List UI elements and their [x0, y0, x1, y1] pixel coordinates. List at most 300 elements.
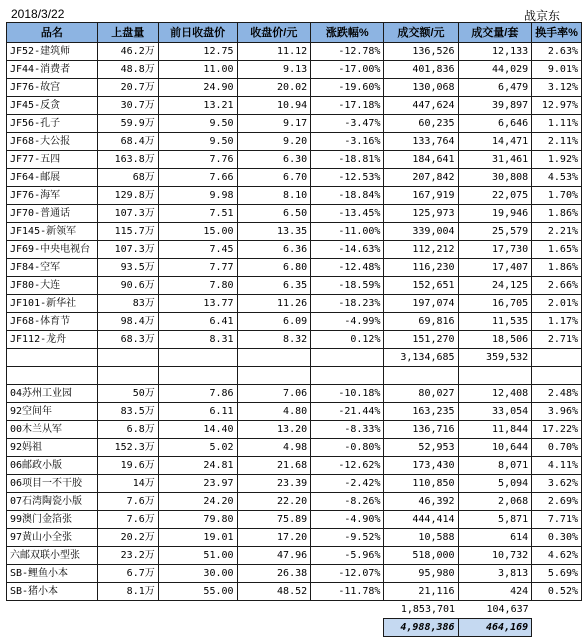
quantity-cell: 30,808 — [458, 169, 532, 187]
name-cell: JF45-反贪 — [7, 97, 98, 115]
table-row — [7, 529, 582, 547]
name-cell: JF80-大连 — [7, 277, 98, 295]
close-cell: 21.68 — [237, 457, 311, 475]
volume-cell: 14万 — [97, 475, 158, 493]
change-cell: -18.81% — [311, 151, 384, 169]
change-cell: -21.44% — [311, 403, 384, 421]
quantity-cell: 3,813 — [458, 565, 532, 583]
amount-cell: 116,230 — [384, 259, 458, 277]
quantity-cell: 31,461 — [458, 151, 532, 169]
change-cell: -8.26% — [311, 493, 384, 511]
name-cell: JF84-空军 — [7, 259, 98, 277]
table-row — [7, 421, 582, 439]
volume-cell: 107.3万 — [97, 241, 158, 259]
column-header: 上盘量 — [97, 23, 158, 43]
quantity-cell: 17,407 — [458, 259, 532, 277]
prev-close-cell: 7.77 — [158, 259, 237, 277]
table-row — [7, 547, 582, 565]
volume-cell: 129.8万 — [97, 187, 158, 205]
close-cell: 7.06 — [237, 385, 311, 403]
quantity-cell: 16,705 — [458, 295, 532, 313]
prev-close-cell: 7.86 — [158, 385, 237, 403]
name-cell: JF101-新华社 — [7, 295, 98, 313]
empty-cell — [158, 601, 237, 619]
name-cell: 99澳门金箔张 — [7, 511, 98, 529]
volume-cell: 6.7万 — [97, 565, 158, 583]
amount-cell: 518,000 — [384, 547, 458, 565]
quantity-cell: 5,871 — [458, 511, 532, 529]
quantity-cell: 22,075 — [458, 187, 532, 205]
table-row — [7, 187, 582, 205]
name-cell: SB-鲤鱼小本 — [7, 565, 98, 583]
amount-cell: 163,235 — [384, 403, 458, 421]
name-cell: JF76-故宫 — [7, 79, 98, 97]
subtotal-quantity: 104,637 — [486, 603, 529, 615]
turnover-cell: 2.01% — [532, 295, 582, 313]
volume-cell: 7.6万 — [97, 493, 158, 511]
change-cell: -4.90% — [311, 511, 384, 529]
quantity-cell: 11,535 — [458, 313, 532, 331]
turnover-cell: 5.69% — [532, 565, 582, 583]
close-cell: 17.20 — [237, 529, 311, 547]
empty-cell — [311, 619, 384, 637]
turnover-cell: 3.12% — [532, 79, 582, 97]
grand-total-quantity: 464,169 — [458, 619, 532, 637]
column-header: 成交额/元 — [384, 23, 458, 43]
change-cell: -11.00% — [311, 223, 384, 241]
table-row — [7, 115, 582, 133]
volume-cell: 152.3万 — [97, 439, 158, 457]
close-cell: 6.35 — [237, 277, 311, 295]
empty-cell — [97, 601, 158, 619]
empty-cell — [7, 349, 98, 367]
empty-cell — [532, 367, 582, 385]
empty-cell — [311, 367, 384, 385]
prev-close-cell: 7.76 — [158, 151, 237, 169]
volume-cell: 8.1万 — [97, 583, 158, 601]
table-row — [7, 331, 582, 349]
volume-cell: 98.4万 — [97, 313, 158, 331]
volume-cell: 83万 — [97, 295, 158, 313]
close-cell: 9.13 — [237, 61, 311, 79]
quantity-cell: 17,730 — [458, 241, 532, 259]
empty-cell — [532, 349, 582, 367]
prev-close-cell: 55.00 — [158, 583, 237, 601]
volume-cell: 46.2万 — [97, 43, 158, 61]
table-row — [7, 475, 582, 493]
empty-cell — [7, 619, 98, 637]
quantity-cell: 24,125 — [458, 277, 532, 295]
close-cell: 11.26 — [237, 295, 311, 313]
amount-cell: 197,074 — [384, 295, 458, 313]
volume-cell: 115.7万 — [97, 223, 158, 241]
sheet-date: 2018/3/22 — [11, 7, 65, 21]
change-cell: -2.42% — [311, 475, 384, 493]
volume-cell: 107.3万 — [97, 205, 158, 223]
prev-close-cell: 6.11 — [158, 403, 237, 421]
volume-cell: 19.6万 — [97, 457, 158, 475]
close-cell: 11.12 — [237, 43, 311, 61]
name-cell: 04苏州工业园 — [7, 385, 98, 403]
table-row — [7, 277, 582, 295]
change-cell: -17.00% — [311, 61, 384, 79]
amount-cell: 447,624 — [384, 97, 458, 115]
turnover-cell: 1.11% — [532, 115, 582, 133]
column-header: 成交量/套 — [458, 23, 532, 43]
volume-cell: 93.5万 — [97, 259, 158, 277]
amount-cell: 60,235 — [384, 115, 458, 133]
prev-close-cell: 13.21 — [158, 97, 237, 115]
prev-close-cell: 9.98 — [158, 187, 237, 205]
column-header: 换手率% — [532, 23, 582, 43]
empty-cell — [458, 367, 532, 385]
close-cell: 8.10 — [237, 187, 311, 205]
table-row — [7, 223, 582, 241]
turnover-cell: 1.17% — [532, 313, 582, 331]
empty-cell — [311, 349, 384, 367]
quantity-cell: 19,946 — [458, 205, 532, 223]
amount-cell: 136,526 — [384, 43, 458, 61]
change-cell: -19.60% — [311, 79, 384, 97]
turnover-cell: 2.63% — [532, 43, 582, 61]
table-row — [7, 439, 582, 457]
volume-cell: 6.8万 — [97, 421, 158, 439]
quantity-cell: 39,897 — [458, 97, 532, 115]
quantity-cell: 12,133 — [458, 43, 532, 61]
amount-cell: 52,953 — [384, 439, 458, 457]
empty-cell — [384, 367, 458, 385]
quantity-cell: 10,644 — [458, 439, 532, 457]
prev-close-cell: 7.51 — [158, 205, 237, 223]
close-cell: 6.09 — [237, 313, 311, 331]
amount-cell: 401,836 — [384, 61, 458, 79]
turnover-cell: 2.69% — [532, 493, 582, 511]
amount-cell: 133,764 — [384, 133, 458, 151]
turnover-cell: 2.11% — [532, 133, 582, 151]
prev-close-cell: 12.75 — [158, 43, 237, 61]
quantity-cell: 11,844 — [458, 421, 532, 439]
quantity-cell: 614 — [458, 529, 532, 547]
close-cell: 48.52 — [237, 583, 311, 601]
volume-cell: 20.7万 — [97, 79, 158, 97]
change-cell: -12.78% — [311, 43, 384, 61]
close-cell: 6.30 — [237, 151, 311, 169]
spacer-row — [7, 367, 582, 385]
change-cell: -5.96% — [311, 547, 384, 565]
prev-close-cell: 9.50 — [158, 115, 237, 133]
empty-cell — [7, 367, 98, 385]
turnover-cell: 4.62% — [532, 547, 582, 565]
name-cell: JF69-中央电视台 — [7, 241, 98, 259]
amount-cell: 339,004 — [384, 223, 458, 241]
turnover-cell: 12.97% — [532, 97, 582, 115]
change-cell: -18.59% — [311, 277, 384, 295]
amount-cell: 21,116 — [384, 583, 458, 601]
turnover-cell: 4.53% — [532, 169, 582, 187]
name-cell: JF64-邮展 — [7, 169, 98, 187]
prev-close-cell: 7.66 — [158, 169, 237, 187]
volume-cell: 68.4万 — [97, 133, 158, 151]
prev-close-cell: 7.45 — [158, 241, 237, 259]
volume-cell: 59.9万 — [97, 115, 158, 133]
empty-cell — [158, 349, 237, 367]
quantity-cell: 25,579 — [458, 223, 532, 241]
change-cell: -18.23% — [311, 295, 384, 313]
close-cell: 75.89 — [237, 511, 311, 529]
table-row — [7, 133, 582, 151]
empty-cell — [532, 601, 582, 619]
quantity-cell: 10,732 — [458, 547, 532, 565]
quantity-cell: 5,094 — [458, 475, 532, 493]
table-row — [7, 97, 582, 115]
change-cell: -0.80% — [311, 439, 384, 457]
empty-cell — [311, 601, 384, 619]
change-cell: -3.16% — [311, 133, 384, 151]
volume-cell: 90.6万 — [97, 277, 158, 295]
quantity-cell: 18,506 — [458, 331, 532, 349]
prev-close-cell: 24.90 — [158, 79, 237, 97]
close-cell: 47.96 — [237, 547, 311, 565]
volume-cell: 30.7万 — [97, 97, 158, 115]
close-cell: 26.38 — [237, 565, 311, 583]
amount-cell: 112,212 — [384, 241, 458, 259]
sheet-author: 战京东 — [524, 9, 561, 23]
close-cell: 10.94 — [237, 97, 311, 115]
amount-cell: 151,270 — [384, 331, 458, 349]
amount-cell: 46,392 — [384, 493, 458, 511]
change-cell: -11.78% — [311, 583, 384, 601]
name-cell: JF76-海军 — [7, 187, 98, 205]
name-cell: JF44-消费者 — [7, 61, 98, 79]
prev-close-cell: 19.01 — [158, 529, 237, 547]
volume-cell: 23.2万 — [97, 547, 158, 565]
name-cell: JF68-大公报 — [7, 133, 98, 151]
table-row — [7, 79, 582, 97]
volume-cell: 83.5万 — [97, 403, 158, 421]
quantity-cell: 12,408 — [458, 385, 532, 403]
turnover-cell: 1.70% — [532, 187, 582, 205]
amount-cell: 207,842 — [384, 169, 458, 187]
close-cell: 6.80 — [237, 259, 311, 277]
empty-cell — [158, 619, 237, 637]
prev-close-cell: 15.00 — [158, 223, 237, 241]
empty-cell — [7, 601, 98, 619]
header-row — [7, 23, 582, 43]
amount-cell: 184,641 — [384, 151, 458, 169]
turnover-cell: 1.86% — [532, 259, 582, 277]
name-cell: 92妈祖 — [7, 439, 98, 457]
close-cell: 6.50 — [237, 205, 311, 223]
prev-close-cell: 7.80 — [158, 277, 237, 295]
table-row — [7, 169, 582, 187]
empty-cell — [97, 349, 158, 367]
amount-cell: 95,980 — [384, 565, 458, 583]
amount-cell: 173,430 — [384, 457, 458, 475]
amount-cell: 110,850 — [384, 475, 458, 493]
turnover-cell: 17.22% — [532, 421, 582, 439]
turnover-cell: 1.92% — [532, 151, 582, 169]
name-cell: JF70-普通话 — [7, 205, 98, 223]
close-cell: 6.70 — [237, 169, 311, 187]
amount-cell: 444,414 — [384, 511, 458, 529]
table-row — [7, 511, 582, 529]
prev-close-cell: 8.31 — [158, 331, 237, 349]
amount-cell: 152,651 — [384, 277, 458, 295]
close-cell: 13.20 — [237, 421, 311, 439]
volume-cell: 48.8万 — [97, 61, 158, 79]
change-cell: -17.18% — [311, 97, 384, 115]
quantity-cell: 6,479 — [458, 79, 532, 97]
name-cell: 06邮政小版 — [7, 457, 98, 475]
change-cell: -12.53% — [311, 169, 384, 187]
table-row — [7, 493, 582, 511]
volume-cell: 50万 — [97, 385, 158, 403]
quantity-cell: 33,054 — [458, 403, 532, 421]
table-row — [7, 583, 582, 601]
name-cell: 六邮双联小型张 — [7, 547, 98, 565]
prev-close-cell: 30.00 — [158, 565, 237, 583]
turnover-cell: 9.01% — [532, 61, 582, 79]
change-cell: -12.48% — [311, 259, 384, 277]
volume-cell: 163.8万 — [97, 151, 158, 169]
table-row — [7, 403, 582, 421]
close-cell: 4.98 — [237, 439, 311, 457]
column-header: 涨跌幅% — [311, 23, 384, 43]
empty-cell — [237, 367, 311, 385]
name-cell: 92空间年 — [7, 403, 98, 421]
table-row — [7, 457, 582, 475]
table-row — [7, 295, 582, 313]
quantity-cell: 424 — [458, 583, 532, 601]
prev-close-cell: 6.41 — [158, 313, 237, 331]
change-cell: -3.47% — [311, 115, 384, 133]
turnover-cell: 0.70% — [532, 439, 582, 457]
quantity-cell: 8,071 — [458, 457, 532, 475]
prev-close-cell: 5.02 — [158, 439, 237, 457]
turnover-cell: 4.11% — [532, 457, 582, 475]
quantity-cell: 44,029 — [458, 61, 532, 79]
name-cell: JF52-建筑师 — [7, 43, 98, 61]
turnover-cell: 2.21% — [532, 223, 582, 241]
prev-close-cell: 79.80 — [158, 511, 237, 529]
amount-cell: 10,588 — [384, 529, 458, 547]
volume-cell: 20.2万 — [97, 529, 158, 547]
quantity-cell: 14,471 — [458, 133, 532, 151]
turnover-cell: 7.71% — [532, 511, 582, 529]
change-cell: -10.18% — [311, 385, 384, 403]
subtotal-row — [7, 601, 582, 619]
close-cell: 23.39 — [237, 475, 311, 493]
subtotal-row — [7, 349, 582, 367]
close-cell: 9.17 — [237, 115, 311, 133]
subtotal-amount: 1,853,701 — [400, 603, 456, 615]
table-row — [7, 151, 582, 169]
column-header: 品名 — [7, 23, 98, 43]
prev-close-cell: 24.20 — [158, 493, 237, 511]
turnover-cell: 3.96% — [532, 403, 582, 421]
close-cell: 22.20 — [237, 493, 311, 511]
quantity-cell: 6,646 — [458, 115, 532, 133]
empty-cell — [532, 619, 582, 637]
table-row — [7, 313, 582, 331]
change-cell: -12.62% — [311, 457, 384, 475]
turnover-cell: 2.48% — [532, 385, 582, 403]
close-cell: 8.32 — [237, 331, 311, 349]
turnover-cell: 3.62% — [532, 475, 582, 493]
amount-cell: 167,919 — [384, 187, 458, 205]
table-row — [7, 205, 582, 223]
turnover-cell: 2.66% — [532, 277, 582, 295]
volume-cell: 68.3万 — [97, 331, 158, 349]
table-row — [7, 565, 582, 583]
name-cell: 06项目一不干胶 — [7, 475, 98, 493]
grand-total-amount: 4,988,386 — [384, 619, 458, 637]
table-row — [7, 43, 582, 61]
name-cell: JF77-五四 — [7, 151, 98, 169]
change-cell: -14.63% — [311, 241, 384, 259]
table-row — [7, 241, 582, 259]
empty-cell — [237, 349, 311, 367]
turnover-cell: 0.30% — [532, 529, 582, 547]
prev-close-cell: 24.81 — [158, 457, 237, 475]
name-cell: 00木兰从军 — [7, 421, 98, 439]
change-cell: 0.12% — [311, 331, 384, 349]
table-row — [7, 259, 582, 277]
close-cell: 4.80 — [237, 403, 311, 421]
turnover-cell: 2.71% — [532, 331, 582, 349]
turnover-cell: 1.65% — [532, 241, 582, 259]
amount-cell: 80,027 — [384, 385, 458, 403]
change-cell: -18.84% — [311, 187, 384, 205]
name-cell: JF112-龙舟 — [7, 331, 98, 349]
prev-close-cell: 9.50 — [158, 133, 237, 151]
name-cell: SB-猪小本 — [7, 583, 98, 601]
name-cell: 07石湾陶瓷小版 — [7, 493, 98, 511]
close-cell: 6.36 — [237, 241, 311, 259]
empty-cell — [237, 619, 311, 637]
subtotal-amount: 3,134,685 — [384, 349, 458, 367]
volume-cell: 7.6万 — [97, 511, 158, 529]
empty-cell — [97, 619, 158, 637]
table-row — [7, 385, 582, 403]
turnover-cell: 0.52% — [532, 583, 582, 601]
empty-cell — [158, 367, 237, 385]
name-cell: JF56-孔子 — [7, 115, 98, 133]
amount-cell: 69,816 — [384, 313, 458, 331]
turnover-cell: 1.86% — [532, 205, 582, 223]
change-cell: -12.07% — [311, 565, 384, 583]
column-header: 收盘价/元 — [237, 23, 311, 43]
price-table — [6, 22, 582, 637]
table-row — [7, 61, 582, 79]
change-cell: -8.33% — [311, 421, 384, 439]
amount-cell: 136,716 — [384, 421, 458, 439]
volume-cell: 68万 — [97, 169, 158, 187]
name-cell: JF68-体育节 — [7, 313, 98, 331]
change-cell: -4.99% — [311, 313, 384, 331]
quantity-cell: 2,068 — [458, 493, 532, 511]
empty-cell — [237, 601, 311, 619]
close-cell: 9.20 — [237, 133, 311, 151]
amount-cell: 125,973 — [384, 205, 458, 223]
close-cell: 13.35 — [237, 223, 311, 241]
close-cell: 20.02 — [237, 79, 311, 97]
prev-close-cell: 13.77 — [158, 295, 237, 313]
prev-close-cell: 51.00 — [158, 547, 237, 565]
name-cell: 97黄山小全张 — [7, 529, 98, 547]
prev-close-cell: 14.40 — [158, 421, 237, 439]
amount-cell: 130,068 — [384, 79, 458, 97]
